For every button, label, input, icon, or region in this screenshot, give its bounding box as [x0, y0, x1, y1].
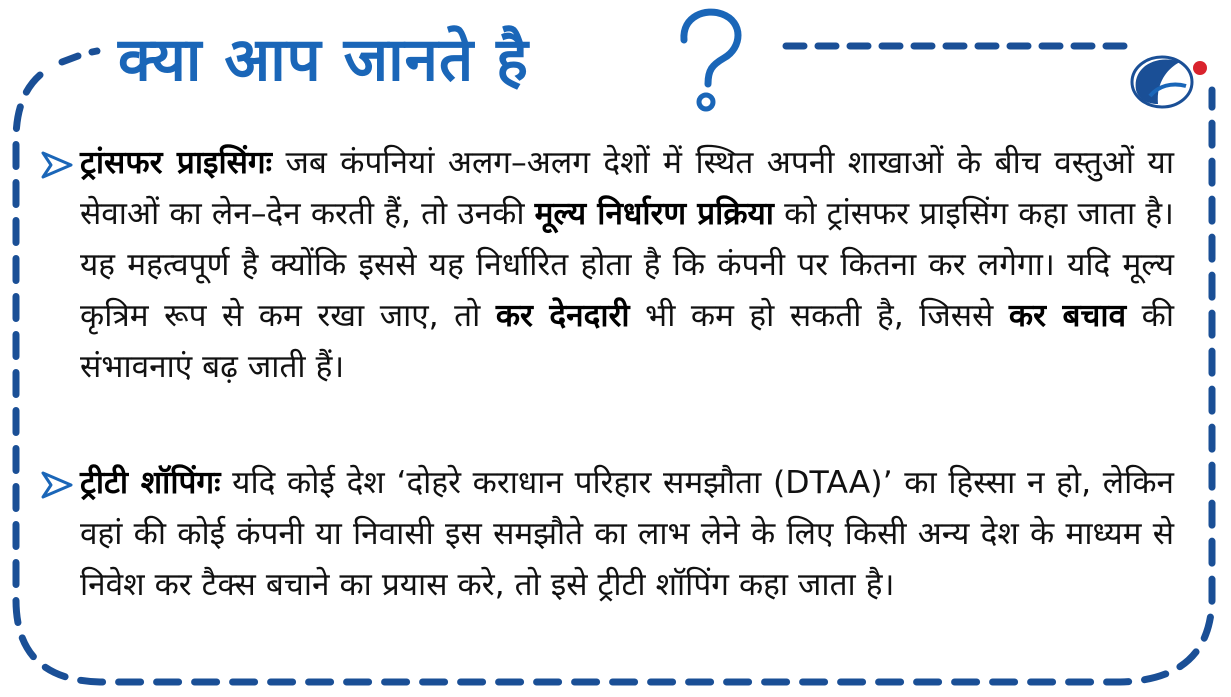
arrow-bullet-icon — [40, 470, 74, 500]
info-item-transfer-pricing — [40, 138, 1180, 393]
item-text: भी कम हो सकती है, जिससे — [629, 298, 1009, 334]
bold-phrase: कर देनदारी — [495, 298, 630, 334]
treaty-shopping-paragraph — [80, 458, 1174, 611]
info-item-treaty-shopping — [40, 458, 1180, 611]
item-text: यदि कोई देश ‘दोहरे कराधान परिहार समझौता (DTAA)’ का हिस्सा न हो, लेकिन वहां की कोई कंपनी या निवासी इस समझौते का लाभ लेने के लिए किसी अन्य देश के माध्यम से निवेश कर टैक्स बचाने का प्रयास करे, तो इसे ट्रीटी शॉपिंग कहा जाता है। — [80, 465, 1174, 603]
page-title: क्या आप जानते है — [118, 25, 529, 95]
item-text: को ट्रांसफर प्राइसिंग कहा जाता है। यह महत्वपूर्ण है क्योंकि इससे यह निर्धारित होता है कि कंपनी पर कितना कर लगेगा। यदि मूल्य कृत्रिम रूप से कम रखा जाए, तो — [80, 196, 1174, 334]
item-text: जब कंपनियां अलग–अलग देशों में स्थित अपनी शाखाओं के बीच वस्तुओं या सेवाओं का लेन–देन करती हैं, तो उनकी — [80, 145, 1174, 232]
item-term: ट्रांसफर प्राइसिंगः — [80, 145, 273, 181]
question-mark-icon — [672, 4, 752, 114]
bold-phrase: कर बचाव — [1008, 298, 1127, 334]
item-text: की संभावनाएं बढ़ जाती हैं। — [80, 298, 1174, 385]
transfer-pricing-paragraph — [80, 138, 1174, 393]
brand-logo-icon — [1128, 52, 1210, 112]
bold-phrase: मूल्य निर्धारण प्रक्रिया — [534, 196, 774, 232]
item-term: ट्रीटी शॉपिंगः — [80, 465, 221, 501]
arrow-bullet-icon — [40, 150, 74, 180]
